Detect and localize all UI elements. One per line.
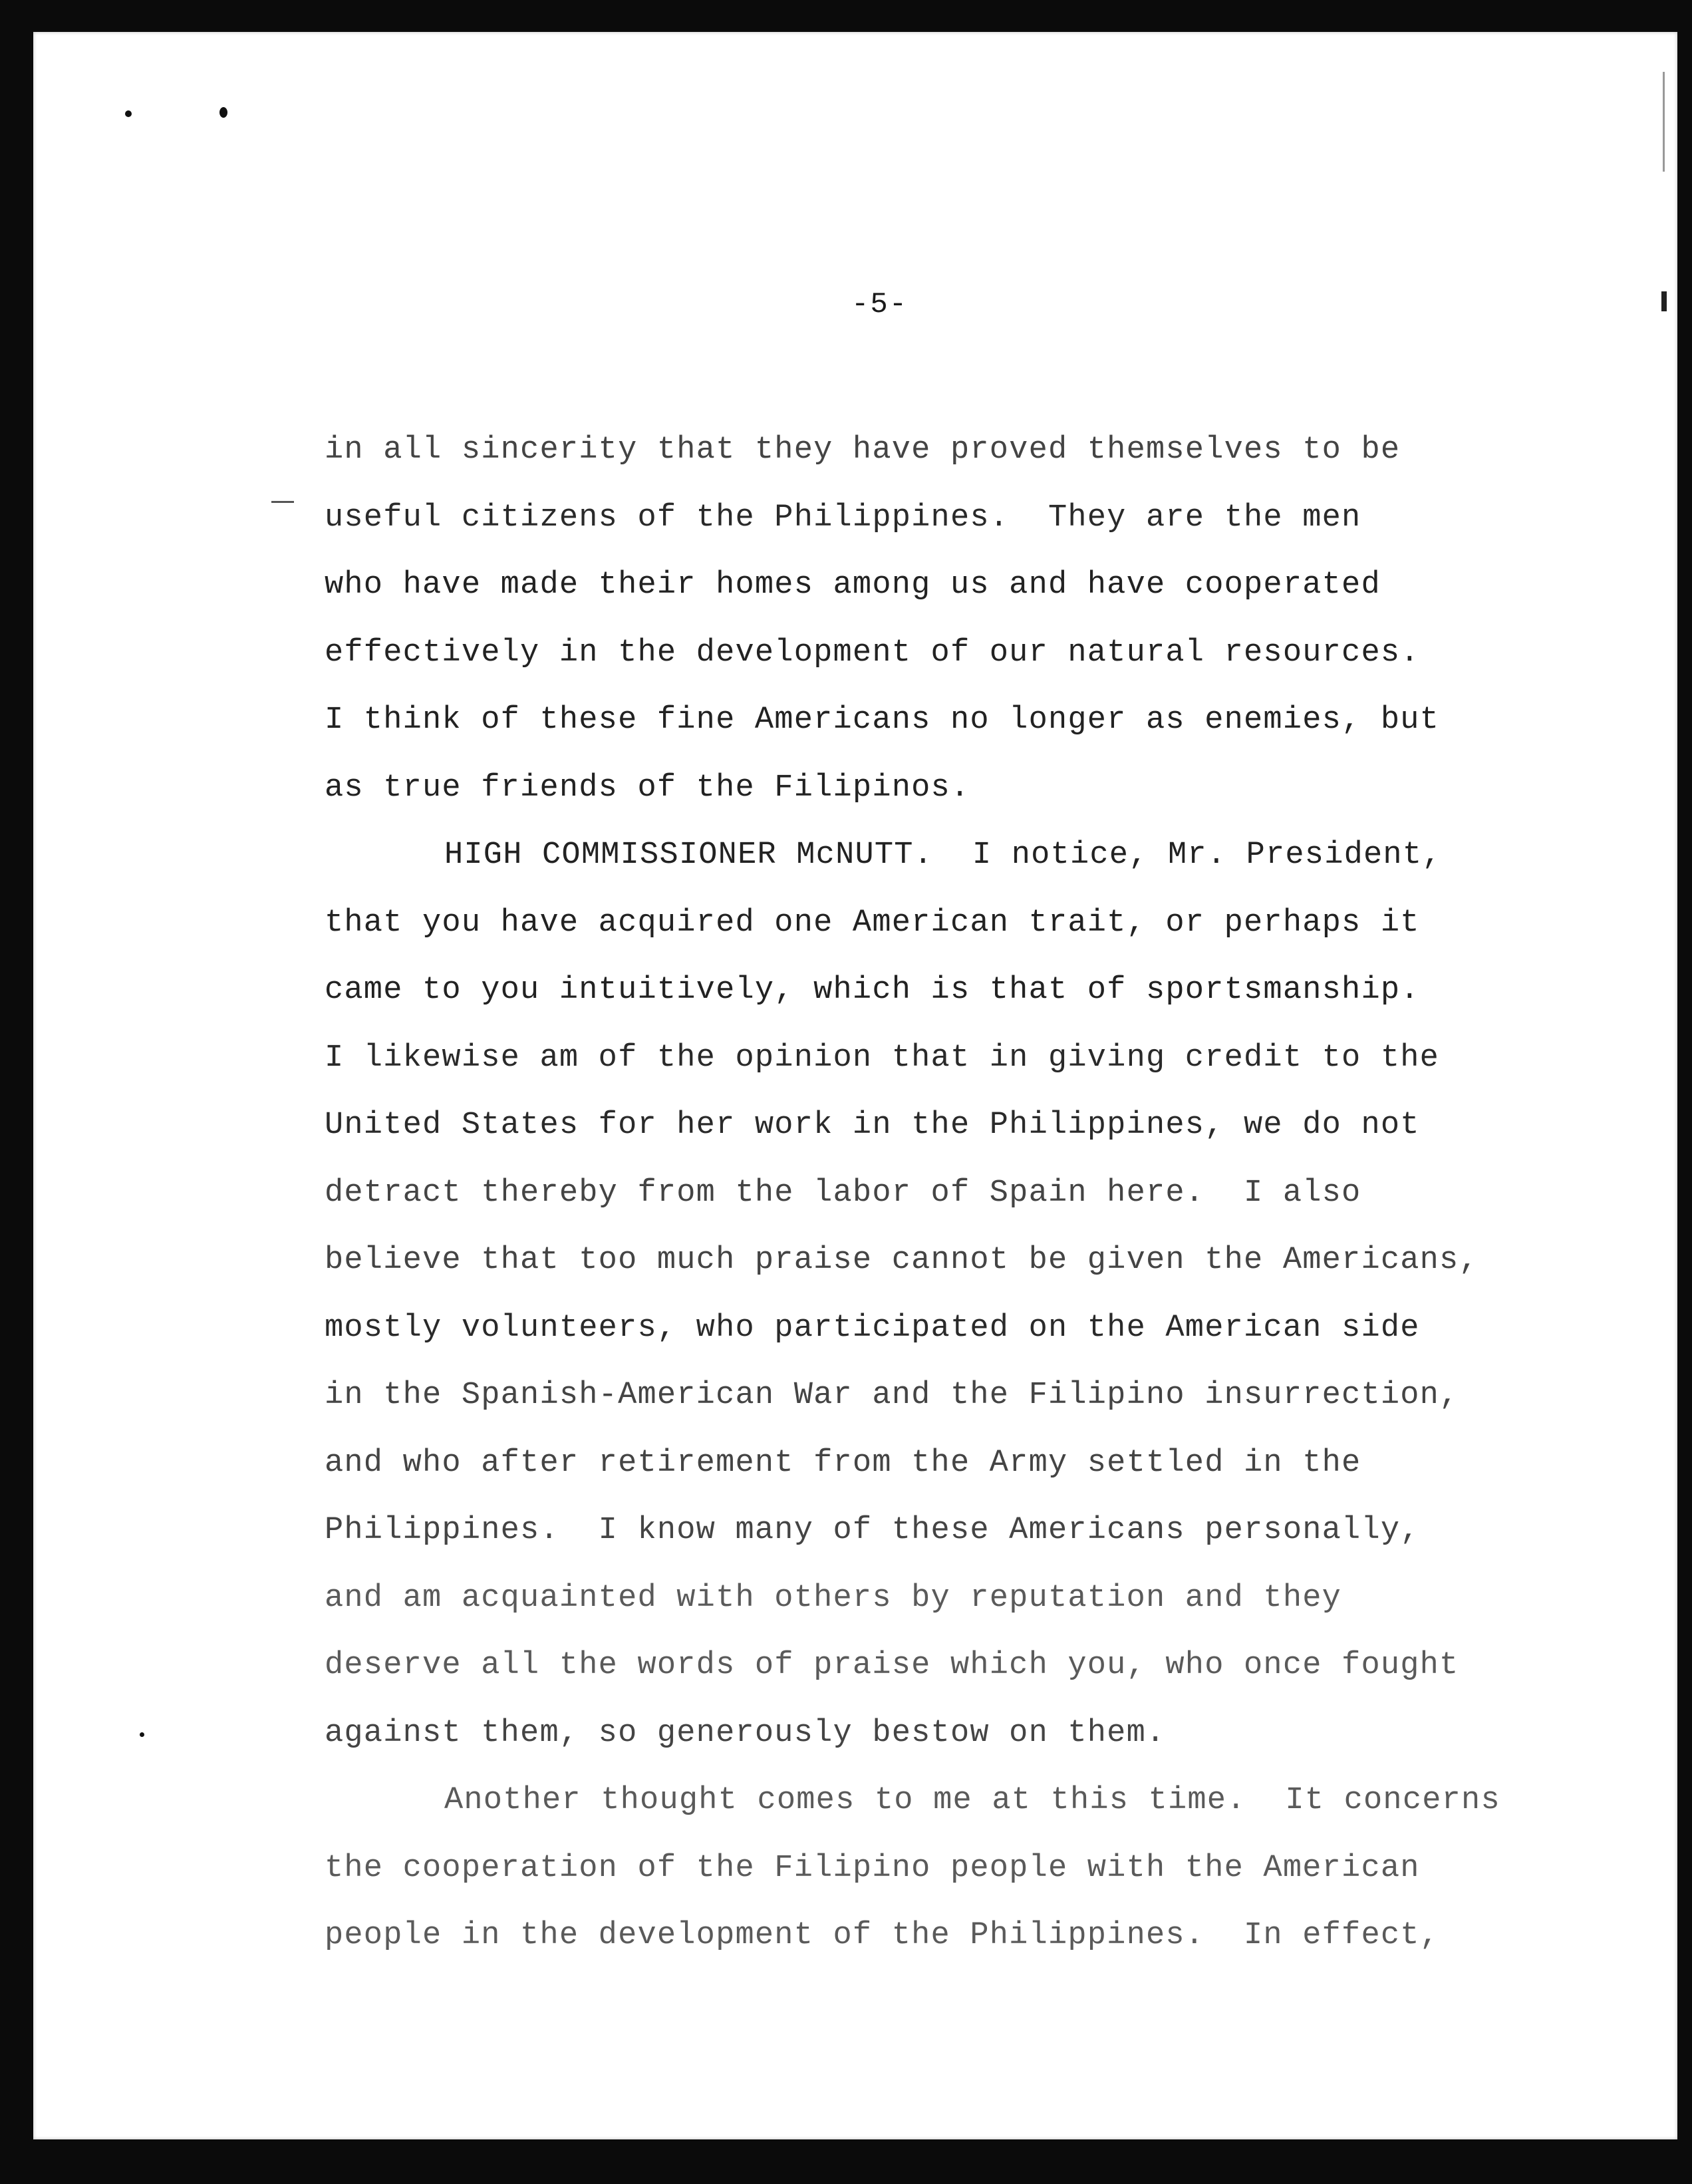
right-edge-shadow xyxy=(1663,72,1665,172)
text-line: United States for her work in the Philippines, we do not xyxy=(325,1108,1420,1143)
text-line: as true friends of the Filipinos. xyxy=(325,770,970,806)
typewritten-sheet xyxy=(33,32,1677,2139)
margin-mark xyxy=(271,501,294,503)
text-line: deserve all the words of praise which you, who once fought xyxy=(325,1648,1459,1683)
text-line: in the Spanish-American War and the Filipino insurrection, xyxy=(325,1378,1459,1413)
text-line: useful citizens of the Philippines. They are the men xyxy=(325,500,1361,536)
text-line: I likewise am of the opinion that in giving credit to the xyxy=(325,1040,1440,1076)
text-line: mostly volunteers, who participated on the American side xyxy=(325,1310,1420,1346)
text-line: and am acquainted with others by reputation and they xyxy=(325,1580,1342,1616)
scan-speck xyxy=(125,110,132,117)
text-line: Another thought comes to me at this time. It concerns xyxy=(444,1783,1500,1818)
page-number: -5- xyxy=(851,288,909,321)
text-line: people in the development of the Philippines. In effect, xyxy=(325,1918,1440,1953)
text-line: Philippines. I know many of these Americans personally, xyxy=(325,1513,1420,1548)
text-line: against them, so generously bestow on them. xyxy=(325,1715,1166,1751)
text-line: I think of these fine Americans no longer as enemies, but xyxy=(325,702,1440,738)
text-line: the cooperation of the Filipino people with the American xyxy=(325,1850,1420,1886)
text-line: detract thereby from the labor of Spain here. I also xyxy=(325,1175,1361,1211)
text-line: that you have acquired one American trait, or perhaps it xyxy=(325,905,1420,941)
scan-speck xyxy=(219,107,227,118)
text-line: HIGH COMMISSIONER McNUTT. I notice, Mr. President, xyxy=(444,838,1442,873)
text-line: believe that too much praise cannot be given the Americans, xyxy=(325,1243,1479,1278)
scan-speck xyxy=(140,1732,144,1737)
body-text xyxy=(325,416,1562,1970)
text-line: who have made their homes among us and have cooperated xyxy=(325,567,1381,603)
text-line: effectively in the development of our natural resources. xyxy=(325,635,1420,671)
right-edge-tick xyxy=(1661,291,1667,311)
text-line: came to you intuitively, which is that of sportsmanship. xyxy=(325,973,1420,1008)
text-line: and who after retirement from the Army settled in the xyxy=(325,1445,1361,1481)
text-line: in all sincerity that they have proved themselves to be xyxy=(325,432,1401,468)
